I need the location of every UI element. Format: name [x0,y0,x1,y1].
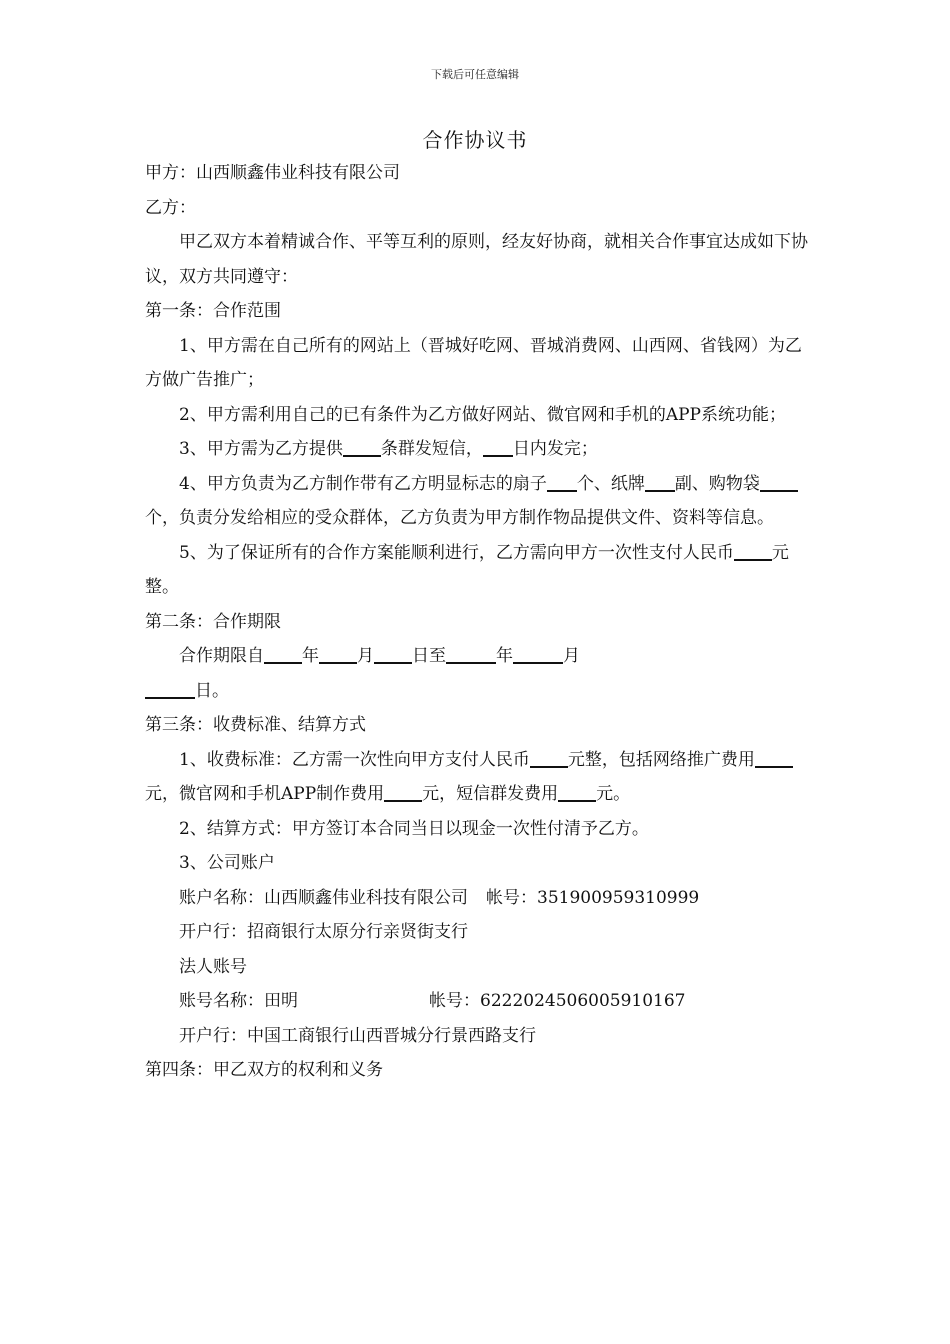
company-account-name: 账户名称：山西顺鑫伟业科技有限公司 [179,887,468,908]
legal-account-line [145,984,810,1019]
blank-line [530,746,568,768]
company-account-bank: 开户行：招商银行太原分行亲贤街支行 [179,922,468,942]
party-b: 乙方： [145,197,196,218]
blank-line [264,642,302,664]
intro-paragraph: 甲乙双方本着精诚合作、平等互利的原则，经友好协商，就相关合作事宜达成如下协议，双方共同遵守： [145,232,808,287]
article-1-item-2: 2、甲方需利用自己的已有条件为乙方做好网站、微官网和手机的APP系统功能； [179,404,786,425]
blank-line [760,470,798,492]
article-2-period: 合作期限自 年 月 日至 年 月 [145,639,810,674]
blank-line [319,642,357,664]
article-3-account-heading: 3、公司账户 [179,853,275,873]
document-body [145,156,810,1088]
blank-line [343,435,381,457]
legal-account-name: 账号名称：田明 [179,991,298,1011]
blank-line [755,746,793,768]
legal-account-heading: 法人账号 [179,956,247,977]
blank-line [446,642,496,664]
article-3-settlement: 2、结算方式：甲方签订本合同当日以现金一次性付清予乙方。 [179,818,649,839]
blank-line [513,642,563,664]
page-header: 下载后可任意编辑 [431,68,519,81]
blank-line [483,435,513,457]
blank-line [547,470,577,492]
article-1-heading: 第一条：合作范围 [145,301,281,321]
article-3-fee: 1、收费标准：乙方需一次性向甲方支付人民币 元整，包括网络推广费用元，微官网和手机APP制作费用 元，短信群发费用 元。 [145,743,810,812]
blank-line [374,642,412,664]
article-1-item-3: 3、甲方需为乙方提供 条群发短信， 日内发完； [145,432,810,467]
document-title: 合作协议书 [422,128,528,152]
article-1-item-5: 5、为了保证所有的合作方案能顺利进行，乙方需向甲方一次性支付人民币 元整。 [145,536,810,605]
article-2-heading: 第二条：合作期限 [145,611,281,632]
company-account-line [145,881,810,916]
blank-line [558,780,596,802]
article-1-item-1: 1、甲方需在自己所有的网站上（晋城好吃网、晋城消费网、山西网、省钱网）为乙方做广告推广； [145,335,802,390]
blank-line [384,780,422,802]
article-4-heading: 第四条：甲乙双方的权利和义务 [145,1060,383,1080]
party-a: 甲方：山西顺鑫伟业科技有限公司 [145,163,400,183]
article-2-period-end: 日。 [145,674,810,709]
company-account-number: 帐号：351900959310999 [486,887,700,908]
blank-line [645,470,675,492]
blank-line [145,677,195,699]
article-3-heading: 第三条：收费标准、结算方式 [145,715,366,735]
article-1-item-4: 4、甲方负责为乙方制作带有乙方明显标志的扇子 个、纸牌 副、购物袋个，负责分发给相应的受众群体，乙方负责为甲方制作物品提供文件、资料等信息。 [145,467,810,536]
blank-line [734,539,772,561]
legal-account-number: 帐号：6222024506005910167 [429,991,686,1011]
legal-account-bank: 开户行：中国工商银行山西晋城分行景西路支行 [179,1025,536,1046]
